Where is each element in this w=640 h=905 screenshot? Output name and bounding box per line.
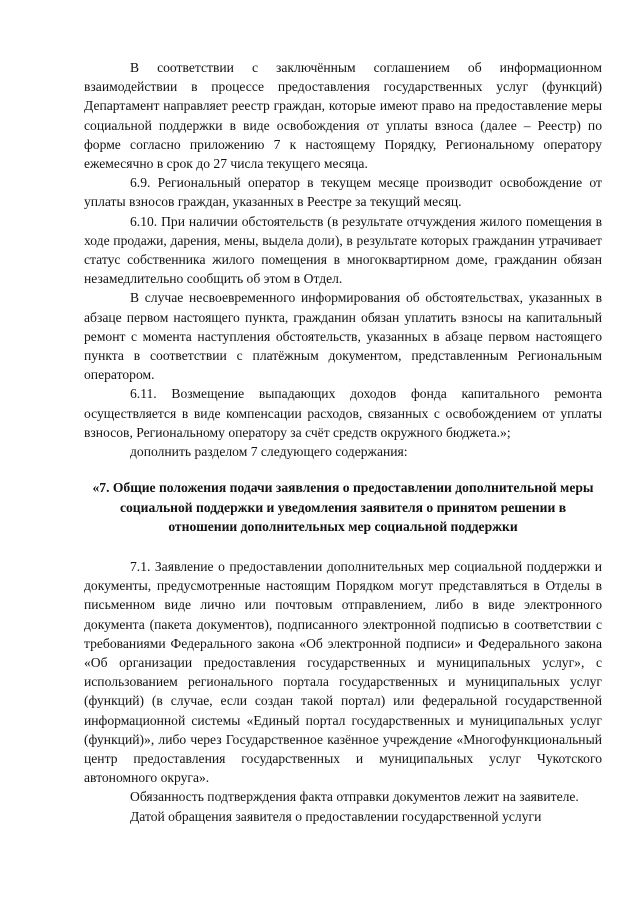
paragraph-late-notice: В случае несвоевременного информирования об обстоятельствах, указанных в абзаце первом настоящего пункта, гражданин обязан уплатить взносы на капитальный ремонт с момента наступления обстоятельств, указанных в абзаце первом настоящего пункта в соответствии с платёжным документом, представленным Региональным оператором. (84, 290, 602, 383)
paragraph-proof-of-sending: Обязанность подтверждения факта отправки документов лежит на заявителе. (130, 789, 579, 805)
paragraph-6-10: 6.10. При наличии обстоятельств (в результате отчуждения жилого помещения в ходе продажи, дарения, мены, выдела доли), в результате которых гражданин утрачивает статус собственника жилого помещения в многоквартирном доме, гражданин обязан незамедлительно сообщить об этом в Отдел. (84, 213, 602, 287)
section-7-heading: «7. Общие положения подачи заявления о предоставлении дополнительной меры социальной поддержки и уведомления заявителя о принятом решении в отношении дополнительных мер социальной поддержки (92, 480, 594, 535)
paragraph-7-1: 7.1. Заявление о предоставлении дополнительных мер социальной поддержки и документы, предусмотренные настоящим Порядком могут представляться в Отделы в письменном виде лично или почтовым отправлением, либо в виде электронного документа (пакета документов), подписанного электронной подписью в соответствии с требованиями Федерального закона «Об электронной подписи» и Федерального закона «Об организации предоставления государственных и муниципальных услуг», с использованием регионального портала государственных и муниципальных услуг (функций) (в случае, если создан такой портал) или федеральной государственной информационной системы «Единый портал государственных и муниципальных услуг (функций)», либо через Государственное казённое учреждение «Многофункциональный центр предоставления государственных и муниципальных услуг Чукотского автономного округа». (84, 559, 602, 786)
paragraph-date-of-request: Датой обращения заявителя о предоставлении государственной услуги (130, 808, 542, 824)
paragraph-6-11: 6.11. Возмещение выпадающих доходов фонда капитального ремонта осуществляется в виде компенсации расходов, связанных с освобождением от уплаты взносов, Региональному оператору за счёт средств окружного бюджета.»; (84, 386, 602, 440)
paragraph-add-section: дополнить разделом 7 следующего содержания: (130, 444, 408, 460)
paragraph-info-exchange: В соответствии с заключённым соглашением об информационном взаимодействии в процессе предоставления государственных услуг (функций) Департамент направляет реестр граждан, которые имеют право на предоставление меры социальной поддержки в виде освобождения от уплаты взноса (далее – Реестр) по форме согласно приложению 7 к настоящему Порядку, Региональному оператору ежемесячно в срок до 27 числа текущего месяца. (84, 60, 602, 172)
document-page (84, 58, 602, 826)
spacer (84, 461, 602, 478)
paragraph-6-9: 6.9. Региональный оператор в текущем месяце производит освобождение от уплаты взносов граждан, указанных в Реестре за текущий месяц. (84, 175, 602, 210)
spacer (84, 537, 602, 557)
